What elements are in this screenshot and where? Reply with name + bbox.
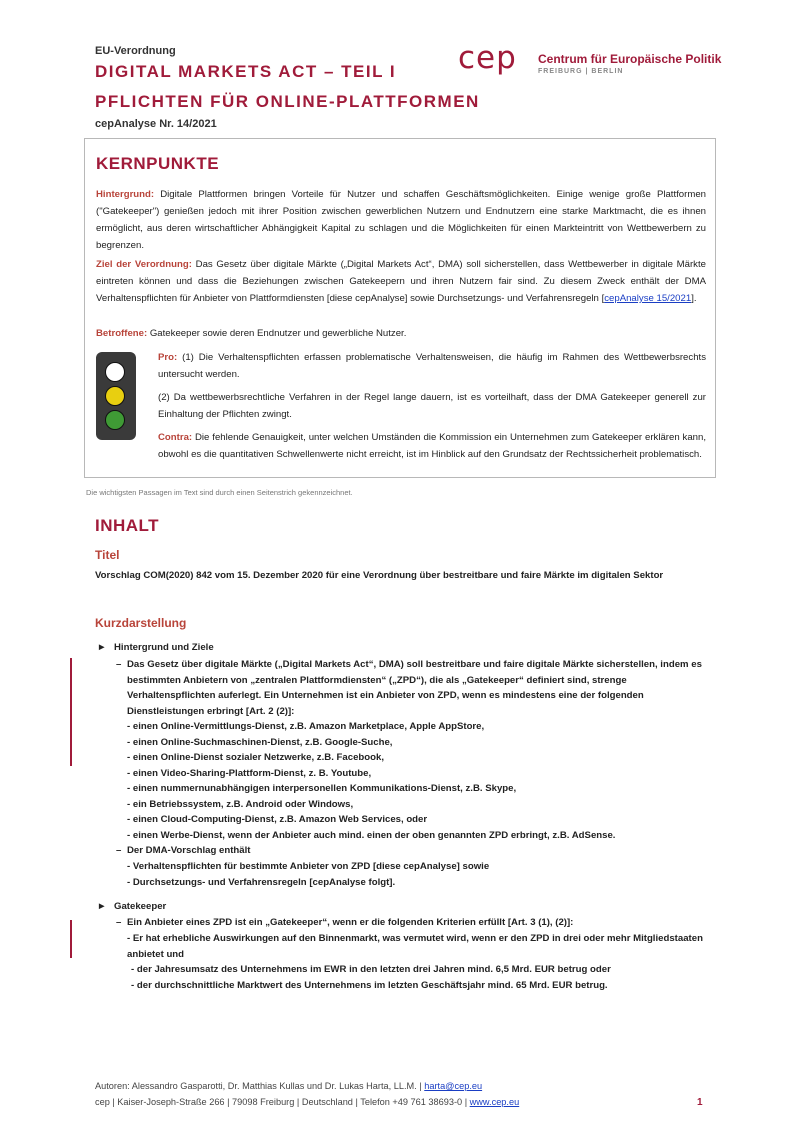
ziel-label: Ziel der Verordnung:	[96, 259, 192, 270]
kurzdarstellung-heading: Kurzdarstellung	[95, 616, 187, 630]
cepanalyse-15-link[interactable]: cepAnalyse 15/2021	[604, 293, 692, 304]
dma-contains-text: Der DMA-Vorschlag enthält	[127, 845, 251, 856]
contra-label: Contra:	[158, 432, 193, 443]
dash-marker: –	[116, 845, 122, 856]
pro-1-text: (1) Die Verhaltenspflichten erfassen problematische Verhaltensweisen, die häufig im Rahmen des Wettbewerbsrechts untersucht werden.	[158, 352, 706, 380]
cep-logo	[458, 38, 728, 82]
cep-logo-name: Centrum für Europäische Politik	[538, 52, 722, 66]
hintergrund-ziele-heading: Hintergrund und Ziele	[114, 642, 214, 653]
list-item: - ein Betriebssystem, z.B. Android oder Windows,	[127, 798, 354, 810]
list-item: - einen Cloud-Computing-Dienst, z.B. Amazon Web Services, oder	[127, 814, 428, 825]
list-item: - der durchschnittliche Marktwert des Unternehmens im letzten Geschäftsjahr mind. 65 Mrd. EUR betrug.	[131, 979, 608, 991]
page-number: 1	[697, 1097, 703, 1108]
inhalt-title: INHALT	[95, 516, 160, 535]
cep-logo-mark: cep	[458, 40, 517, 76]
list-item: - der Jahresumsatz des Unternehmens im EWR in den letzten drei Jahren mind. 6,5 Mrd. EUR betrug oder	[131, 964, 611, 975]
traffic-light-white-icon	[105, 362, 125, 382]
titel-text: Vorschlag COM(2020) 842 vom 15. Dezember 2020 für eine Verordnung über bestreitbare und faire Märkte im digitalen Sektor	[95, 570, 664, 581]
footer-authors: Autoren: Alessandro Gasparotti, Dr. Matthias Kullas und Dr. Lukas Harta, LL.M. | harta@cep.eu	[95, 1081, 483, 1091]
gatekeeper-subcriteria	[131, 962, 707, 993]
analysis-number: cepAnalyse Nr. 14/2021	[95, 118, 217, 130]
bullet-arrow-icon: ►	[97, 642, 107, 653]
kernpunkte-pro-1	[158, 349, 706, 383]
list-item: - einen Werbe-Dienst, wenn der Anbieter auch mind. einen der oben genannten ZPD erbringt, z.B. AdSense.	[127, 829, 616, 841]
document-title-line-1: DIGITAL MARKETS ACT – TEIL I	[95, 62, 397, 81]
dma-intro-text: Das Gesetz über digitale Märkte („Digital Markets Act“, DMA) soll bestreitbare und faire digitale Märkte sicherstellen, indem es bestimmten Anbietern von „zentralen Plattformdiensten“ („ZPD“), die als „Gatekeeper“ definiert sind, strenge Verhaltenspflichten auferlegt. Ein Unternehmen ist ein Anbieter von ZPD, wenn es mindestens eine der folgenden Dienstleistungen erbringt [Art. 2 (2)]:	[127, 659, 702, 717]
betroffene-text: Gatekeeper sowie deren Endnutzer und gewerbliche Nutzer.	[149, 328, 407, 339]
document-title-line-2: PFLICHTEN FÜR ONLINE-PLATTFORMEN	[95, 92, 480, 111]
margin-marker-2	[70, 920, 72, 958]
ziel-end: ].	[691, 293, 697, 304]
pro-2-text: (2) Da wettbewerbsrechtliche Verfahren in der Regel lange dauern, ist es vorteilhaft, dass der DMA Gatekeeper generell zur Einhaltung der Pflichten zwingt.	[158, 392, 706, 420]
kernpunkte-title: KERNPUNKTE	[96, 154, 220, 173]
dash-marker: –	[116, 659, 122, 670]
dma-contents-list	[127, 859, 707, 890]
website-link[interactable]: www.cep.eu	[469, 1097, 520, 1107]
zpd-list	[127, 719, 707, 843]
hintergrund-label: Hintergrund:	[96, 189, 155, 200]
list-item: - Verhaltenspflichten für bestimmte Anbieter von ZPD [diese cepAnalyse] sowie	[127, 861, 490, 872]
dash-marker: –	[116, 917, 122, 928]
list-item: - einen Video-Sharing-Plattform-Dienst, z. B. Youtube,	[127, 767, 372, 779]
list-item: - einen Online-Vermittlungs-Dienst, z.B. Amazon Marketplace, Apple AppStore,	[127, 721, 485, 732]
marker-note: Die wichtigsten Passagen im Text sind durch einen Seitenstrich gekennzeichnet.	[86, 488, 353, 497]
hintergrund-text: Digitale Plattformen bringen Vorteile für Nutzer und schaffen Geschäftsmöglichkeiten. Einige wenige große Plattformen ("Gatekeeper") genießen jedoch mit ihrer Position zwischen gewerblichen Nutzern und Endnutzern eine starke Marktmacht, die es ihnen ermöglicht, aus deren wirtschaftlicher Abhängigkeit Kapital zu schlagen und die Möglichkeiten für einen Markteintritt von Wettbewerbern zu begrenzen.	[96, 189, 706, 251]
list-item: - einen Online-Suchmaschinen-Dienst, z.B. Google-Suche,	[127, 736, 393, 748]
contra-text: Die fehlende Genauigkeit, unter welchen Umständen die Kommission ein Unternehmen zum Gatekeeper erklären kann, obwohl es die quantitativen Schwellenwerte nicht erreicht, ist im Hinblick auf den Grundsatz der Rechtssicherheit problematisch.	[158, 432, 707, 460]
kernpunkte-betroffene	[96, 325, 706, 342]
footer-address: cep | Kaiser-Joseph-Straße 266 | 79098 Freiburg | Deutschland | Telefon +49 761 38693-0 | www.cep.eu	[95, 1097, 520, 1107]
gatekeeper-criterion-1: - Er hat erhebliche Auswirkungen auf den Binnenmarkt, was vermutet wird, wenn er den ZPD in drei oder mehr Mitgliedstaaten anbietet und	[127, 933, 703, 960]
pro-label: Pro:	[158, 352, 178, 363]
kernpunkte-ziel	[96, 256, 706, 307]
kernpunkte-hintergrund	[96, 186, 706, 254]
cep-logo-cities: FREIBURG | BERLIN	[538, 68, 624, 75]
gatekeeper-criteria-text: Ein Anbieter eines ZPD ist ein „Gatekeeper“, wenn er die folgenden Kriterien erfüllt [Art. 3 (1), (2)]:	[127, 917, 574, 928]
document-type: EU-Verordnung	[95, 45, 176, 57]
traffic-light-yellow-icon	[105, 386, 125, 406]
bullet-arrow-icon: ►	[97, 901, 107, 912]
list-item: - Durchsetzungs- und Verfahrensregeln [cepAnalyse folgt].	[127, 876, 396, 888]
kernpunkte-pro-2	[158, 389, 706, 423]
kernpunkte-contra	[158, 429, 706, 463]
gatekeeper-heading: Gatekeeper	[114, 901, 167, 912]
author-email-link[interactable]: harta@cep.eu	[424, 1081, 483, 1091]
list-item: - einen nummernunabhängigen interpersonellen Kommunikations-Dienst, z.B. Skype,	[127, 783, 517, 794]
list-item: - einen Online-Dienst sozialer Netzwerke, z.B. Facebook,	[127, 752, 384, 763]
betroffene-label: Betroffene:	[96, 328, 148, 339]
titel-heading: Titel	[95, 548, 120, 562]
margin-marker-1	[70, 658, 72, 766]
traffic-light-green-icon	[105, 410, 125, 430]
ziel-text: Das Gesetz über digitale Märkte („Digital Markets Act“, DMA) soll sicherstellen, dass Wettbewerber in digitale Märkte eintreten können und dass die Beziehungen zwischen Gatekeepern und ihren Nutzern fair sind. Zu diesem Zweck enthält der DMA Verhaltenspflichten für Anbieter von Plattformdiensten [diese cepAnalyse] sowie Durchsetzungs- und Verfahrensregeln [	[96, 259, 706, 304]
traffic-light-icon	[96, 352, 136, 440]
